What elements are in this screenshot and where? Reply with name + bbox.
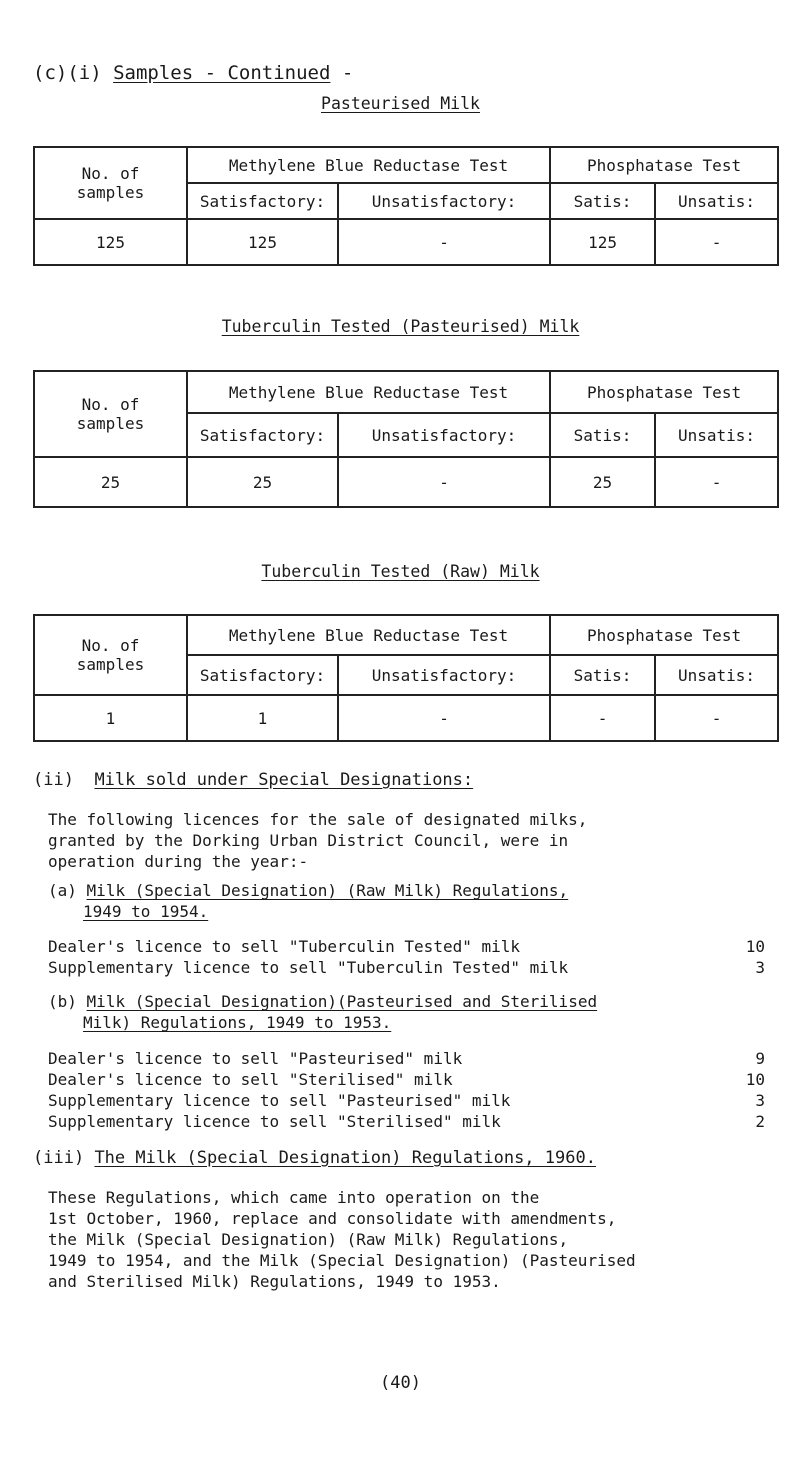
group-phosphatase: Phosphatase Test xyxy=(550,615,778,655)
para-line: and Sterilised Milk) Regulations, 1949 to 1953. xyxy=(48,1272,501,1291)
sub-b-heading xyxy=(48,992,597,1011)
sub-a-title-line1: Milk (Special Designation) (Raw Milk) Regulations, xyxy=(86,881,569,900)
cell-ph-satis: 25 xyxy=(550,457,655,507)
sub-unsatisfactory: Unsatisfactory: xyxy=(338,413,550,457)
cell-no-samples: 25 xyxy=(34,457,187,507)
licence-item-text: Supplementary licence to sell "Tuberculin Tested" milk xyxy=(48,958,569,977)
section-iii-paragraph xyxy=(48,1187,636,1292)
sub-satis: Satis: xyxy=(550,183,655,219)
para-line: The following licences for the sale of designated milks, xyxy=(48,810,588,829)
sub-satis: Satis: xyxy=(550,413,655,457)
licence-item-count: 2 xyxy=(755,1112,765,1131)
table-row xyxy=(34,219,778,265)
section-heading xyxy=(33,62,353,84)
section-iii-title: The Milk (Special Designation) Regulations, 1960. xyxy=(94,1148,596,1168)
licence-item-text: Dealer's licence to sell "Tuberculin Tested" milk xyxy=(48,937,521,956)
cell-mb-unsatisfactory: - xyxy=(338,695,550,741)
para-line: 1st October, 1960, replace and consolidate with amendments, xyxy=(48,1209,617,1228)
cell-ph-unsatis: - xyxy=(655,457,778,507)
sub-satisfactory: Satisfactory: xyxy=(187,655,338,695)
group-methylene-blue: Methylene Blue Reductase Test xyxy=(187,147,550,183)
licence-item-text: Supplementary licence to sell "Sterilised" milk xyxy=(48,1112,501,1131)
table-title-tt-pasteurised: Tuberculin Tested (Pasteurised) Milk xyxy=(221,317,580,336)
col-no-samples: No. of samples xyxy=(34,147,187,219)
cell-mb-satisfactory: 125 xyxy=(187,219,338,265)
col-no-samples: No. of samples xyxy=(34,371,187,457)
page-number: (40) xyxy=(380,1373,421,1393)
heading-prefix: (c)(i) xyxy=(33,62,114,84)
para-line: These Regulations, which came into operation on the xyxy=(48,1188,540,1207)
cell-ph-unsatis: - xyxy=(655,695,778,741)
heading-text: Samples - Continued xyxy=(113,62,331,84)
group-phosphatase: Phosphatase Test xyxy=(550,147,778,183)
heading-suffix: - xyxy=(330,62,354,84)
licence-item-count: 3 xyxy=(755,958,765,977)
licence-item-text: Dealer's licence to sell "Pasteurised" milk xyxy=(48,1049,463,1068)
sub-b-label: (b) xyxy=(48,992,77,1011)
section-ii-paragraph xyxy=(48,809,587,872)
sub-unsatis: Unsatis: xyxy=(655,655,778,695)
cell-mb-satisfactory: 25 xyxy=(187,457,338,507)
para-line: 1949 to 1954, and the Milk (Special Designation) (Pasteurised xyxy=(48,1251,636,1270)
cell-ph-satis: 125 xyxy=(550,219,655,265)
cell-ph-unsatis: - xyxy=(655,219,778,265)
results-table-tt-pasteurised xyxy=(33,370,779,508)
sub-b-title-line2: Milk) Regulations, 1949 to 1953. xyxy=(83,1013,392,1032)
sub-a-heading xyxy=(48,881,568,900)
section-ii-title: Milk sold under Special Designations: xyxy=(94,770,474,790)
group-methylene-blue: Methylene Blue Reductase Test xyxy=(187,371,550,413)
section-iii-heading xyxy=(33,1148,596,1168)
sub-unsatisfactory: Unsatisfactory: xyxy=(338,183,550,219)
para-line: the Milk (Special Designation) (Raw Milk) Regulations, xyxy=(48,1230,569,1249)
sub-satisfactory: Satisfactory: xyxy=(187,183,338,219)
cell-mb-satisfactory: 1 xyxy=(187,695,338,741)
sub-a-title-line2: 1949 to 1954. xyxy=(83,902,209,921)
results-table-tt-raw xyxy=(33,614,779,742)
group-phosphatase: Phosphatase Test xyxy=(550,371,778,413)
sub-unsatisfactory: Unsatisfactory: xyxy=(338,655,550,695)
group-methylene-blue: Methylene Blue Reductase Test xyxy=(187,615,550,655)
cell-mb-unsatisfactory: - xyxy=(338,219,550,265)
col-no-samples: No. of samples xyxy=(34,615,187,695)
section-iii-label: (iii) xyxy=(33,1148,85,1168)
sub-satis: Satis: xyxy=(550,655,655,695)
licence-item-count: 10 xyxy=(745,1070,765,1089)
table-title-tt-raw: Tuberculin Tested (Raw) Milk xyxy=(261,562,540,581)
table-row xyxy=(34,695,778,741)
table-row xyxy=(34,457,778,507)
cell-no-samples: 1 xyxy=(34,695,187,741)
licence-item-count: 9 xyxy=(755,1049,765,1068)
sub-b-title-line1: Milk (Special Designation)(Pasteurised and Sterilised xyxy=(86,992,598,1011)
sub-a-label: (a) xyxy=(48,881,77,900)
sub-satisfactory: Satisfactory: xyxy=(187,413,338,457)
cell-ph-satis: - xyxy=(550,695,655,741)
cell-no-samples: 125 xyxy=(34,219,187,265)
licence-item-text: Dealer's licence to sell "Sterilised" milk xyxy=(48,1070,453,1089)
table-title-pasteurised: Pasteurised Milk xyxy=(321,94,480,113)
section-ii-heading xyxy=(33,770,473,790)
para-line: granted by the Dorking Urban District Council, were in xyxy=(48,831,569,850)
results-table-pasteurised xyxy=(33,146,779,266)
sub-unsatis: Unsatis: xyxy=(655,183,778,219)
licence-item-count: 3 xyxy=(755,1091,765,1110)
sub-unsatis: Unsatis: xyxy=(655,413,778,457)
licence-item-text: Supplementary licence to sell "Pasteurised" milk xyxy=(48,1091,511,1110)
licence-item-count: 10 xyxy=(745,937,765,956)
cell-mb-unsatisfactory: - xyxy=(338,457,550,507)
section-ii-label: (ii) xyxy=(33,770,74,790)
para-line: operation during the year:- xyxy=(48,852,309,871)
